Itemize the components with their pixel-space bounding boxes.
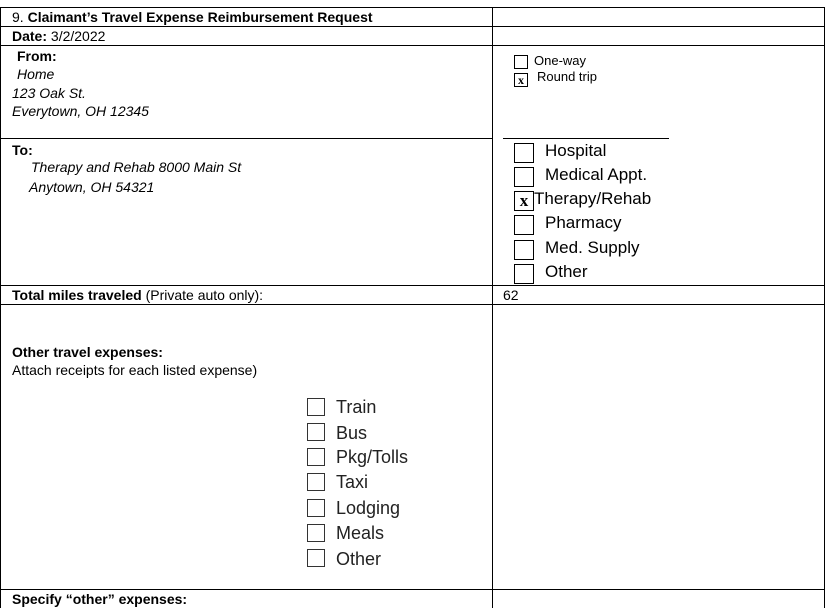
hospital-checkbox[interactable] xyxy=(514,143,534,163)
check-mark: x xyxy=(519,191,529,210)
taxi-checkbox[interactable] xyxy=(307,473,325,491)
row-divider xyxy=(0,304,825,305)
one-way-checkbox[interactable] xyxy=(514,55,528,69)
from-line-2[interactable]: 123 Oak St. xyxy=(12,85,86,101)
table-border-left xyxy=(0,7,1,608)
meals-checkbox[interactable] xyxy=(307,524,325,542)
round-trip-checkbox[interactable] xyxy=(514,73,528,87)
miles-value[interactable]: 62 xyxy=(503,287,519,303)
medical-appt-checkbox[interactable] xyxy=(514,167,534,187)
table-border-top xyxy=(0,7,825,8)
other-destination-label: Other xyxy=(545,262,588,281)
other-destination-checkbox[interactable] xyxy=(514,264,534,284)
from-line-1[interactable]: Home xyxy=(17,66,55,82)
other-expenses-title: Other travel expenses: xyxy=(12,344,163,360)
one-way-label: One-way xyxy=(534,53,587,68)
round-trip-label: Round trip xyxy=(537,69,597,84)
row-divider xyxy=(0,26,825,27)
from-label: From: xyxy=(17,48,57,64)
form-title: Claimant’s Travel Expense Reimbursement Request xyxy=(27,9,373,25)
specify-other-label: Specify “other” expenses: xyxy=(12,591,188,607)
bus-checkbox[interactable] xyxy=(307,423,325,441)
train-checkbox[interactable] xyxy=(307,398,325,416)
miles-label-bold: Total miles traveled xyxy=(12,287,142,303)
miles-label-rest: (Private auto only): xyxy=(145,287,264,303)
therapy-rehab-checkbox[interactable] xyxy=(514,191,534,211)
taxi-label: Taxi xyxy=(336,472,369,492)
from-line-3[interactable]: Everytown, OH 12345 xyxy=(12,103,149,119)
to-line-1[interactable]: Therapy and Rehab 8000 Main St xyxy=(31,159,242,175)
med-supply-label: Med. Supply xyxy=(545,238,640,257)
bus-label: Bus xyxy=(336,423,368,443)
form-title-row xyxy=(12,9,373,26)
med-supply-checkbox[interactable] xyxy=(514,240,534,260)
lodging-checkbox[interactable] xyxy=(307,499,325,517)
lodging-label: Lodging xyxy=(336,498,401,518)
other-expense-checkbox[interactable] xyxy=(307,549,325,567)
medical-appt-label: Medical Appt. xyxy=(545,165,648,184)
to-label: To: xyxy=(12,142,33,158)
pharmacy-checkbox[interactable] xyxy=(514,215,534,235)
pkg-tolls-checkbox[interactable] xyxy=(307,448,325,466)
date-value[interactable]: 3/2/2022 xyxy=(50,28,106,44)
section-number: 9. xyxy=(12,9,24,25)
row-divider xyxy=(0,45,825,46)
row-divider xyxy=(0,285,825,286)
pharmacy-label: Pharmacy xyxy=(545,213,622,232)
other-expense-label: Other xyxy=(336,549,382,569)
meals-label: Meals xyxy=(336,523,385,543)
pkg-tolls-label: Pkg/Tolls xyxy=(336,447,409,467)
other-expenses-instruction: Attach receipts for each listed expense) xyxy=(12,362,258,378)
row-divider xyxy=(503,138,669,139)
miles-row-label xyxy=(12,287,263,304)
to-line-2[interactable]: Anytown, OH 54321 xyxy=(29,179,155,195)
row-divider xyxy=(0,589,825,590)
row-divider xyxy=(0,138,492,139)
date-row xyxy=(12,28,105,45)
train-label: Train xyxy=(336,397,377,417)
date-label: Date: xyxy=(12,28,48,44)
therapy-rehab-label: Therapy/Rehab xyxy=(534,189,652,208)
hospital-label: Hospital xyxy=(545,141,607,160)
column-divider xyxy=(492,7,493,608)
check-mark: x xyxy=(518,73,524,87)
